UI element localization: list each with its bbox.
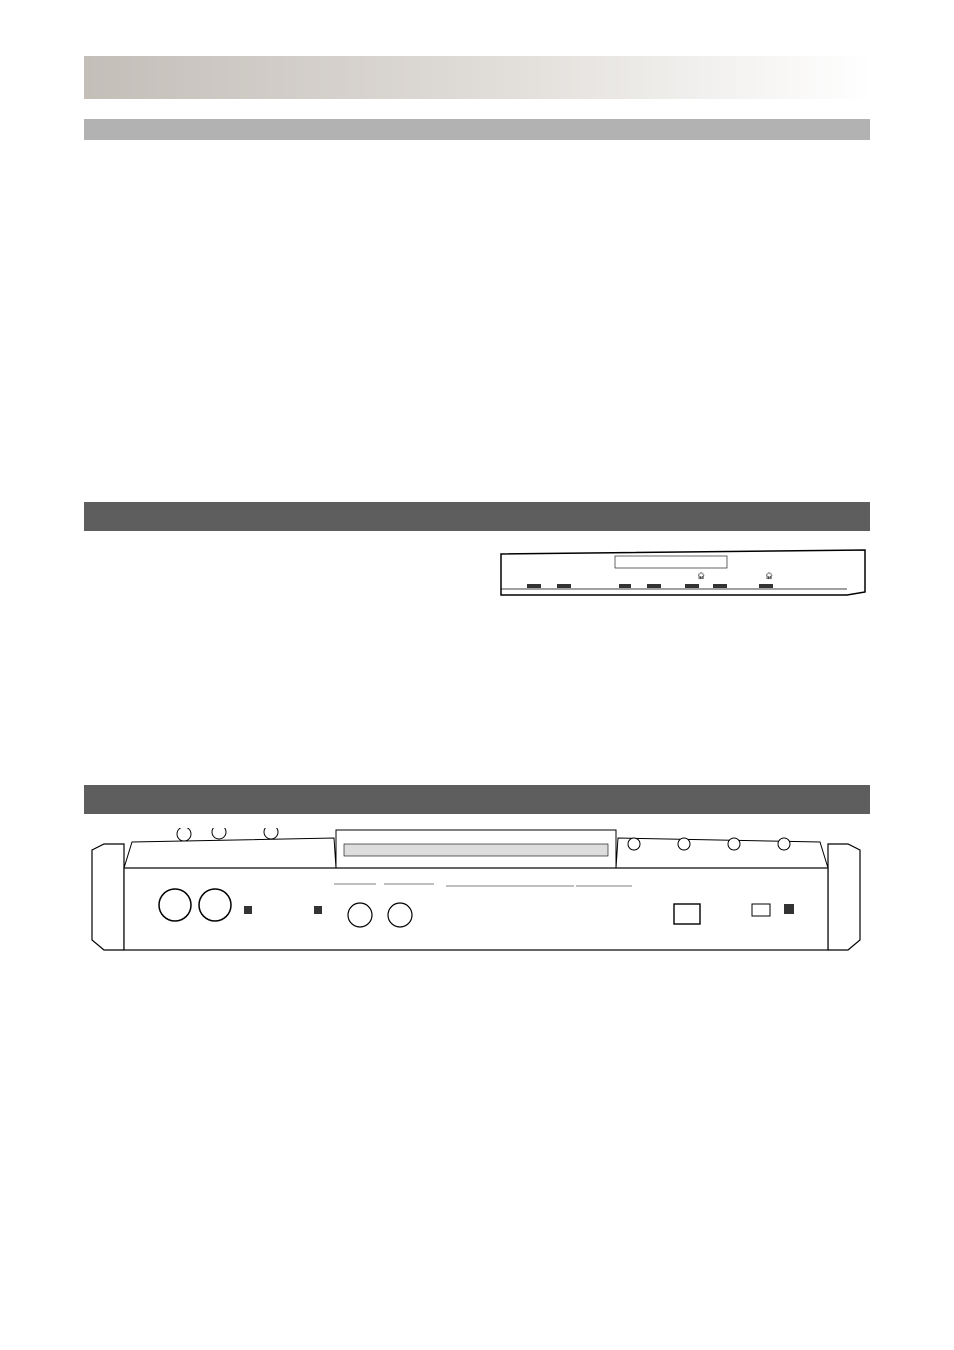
front-panel-figure — [497, 548, 869, 628]
usb-hub-ports — [674, 904, 700, 924]
top-knob-1 — [177, 828, 191, 841]
power-input — [784, 904, 794, 914]
front-panel-body — [501, 550, 865, 595]
rear-top-right — [616, 838, 828, 868]
rear-right-cheek — [828, 844, 860, 950]
headphone-vol-icon: 🎧︎ — [765, 573, 774, 580]
headphone-volume-knob — [759, 584, 773, 588]
headphone-jack-1 — [685, 584, 699, 588]
rear-left-cheek — [92, 844, 124, 950]
header-bar — [84, 56, 872, 99]
mic-phono-switch — [314, 906, 322, 914]
hinge-bar — [344, 844, 608, 856]
rear-top-left — [124, 838, 336, 868]
power-switch-housing — [752, 904, 770, 916]
top-knob-3 — [264, 828, 278, 839]
stereo-out-r — [348, 903, 372, 927]
phantom-switch — [244, 906, 252, 914]
mix-knob — [647, 584, 661, 588]
headphone-jack-2 — [713, 584, 727, 588]
top-knob-6 — [728, 838, 740, 850]
section-title-front — [84, 502, 870, 531]
section-title-rear — [84, 785, 870, 814]
top-knob-4 — [628, 838, 640, 850]
mic-in-left — [199, 889, 231, 921]
mix-knob-main — [619, 584, 631, 588]
footswitch-2-jack — [557, 584, 571, 588]
top-knob-2 — [212, 828, 226, 839]
akai-logo — [856, 62, 862, 78]
headphone-icon: 🎧︎ — [697, 573, 706, 580]
footswitch-1-jack — [527, 584, 541, 588]
top-knob-5 — [678, 838, 690, 850]
rear-panel-figure — [84, 828, 868, 958]
mic-in-right — [159, 889, 191, 921]
assignable-out — [388, 903, 412, 927]
top-knob-7 — [778, 838, 790, 850]
subheading — [84, 119, 870, 140]
